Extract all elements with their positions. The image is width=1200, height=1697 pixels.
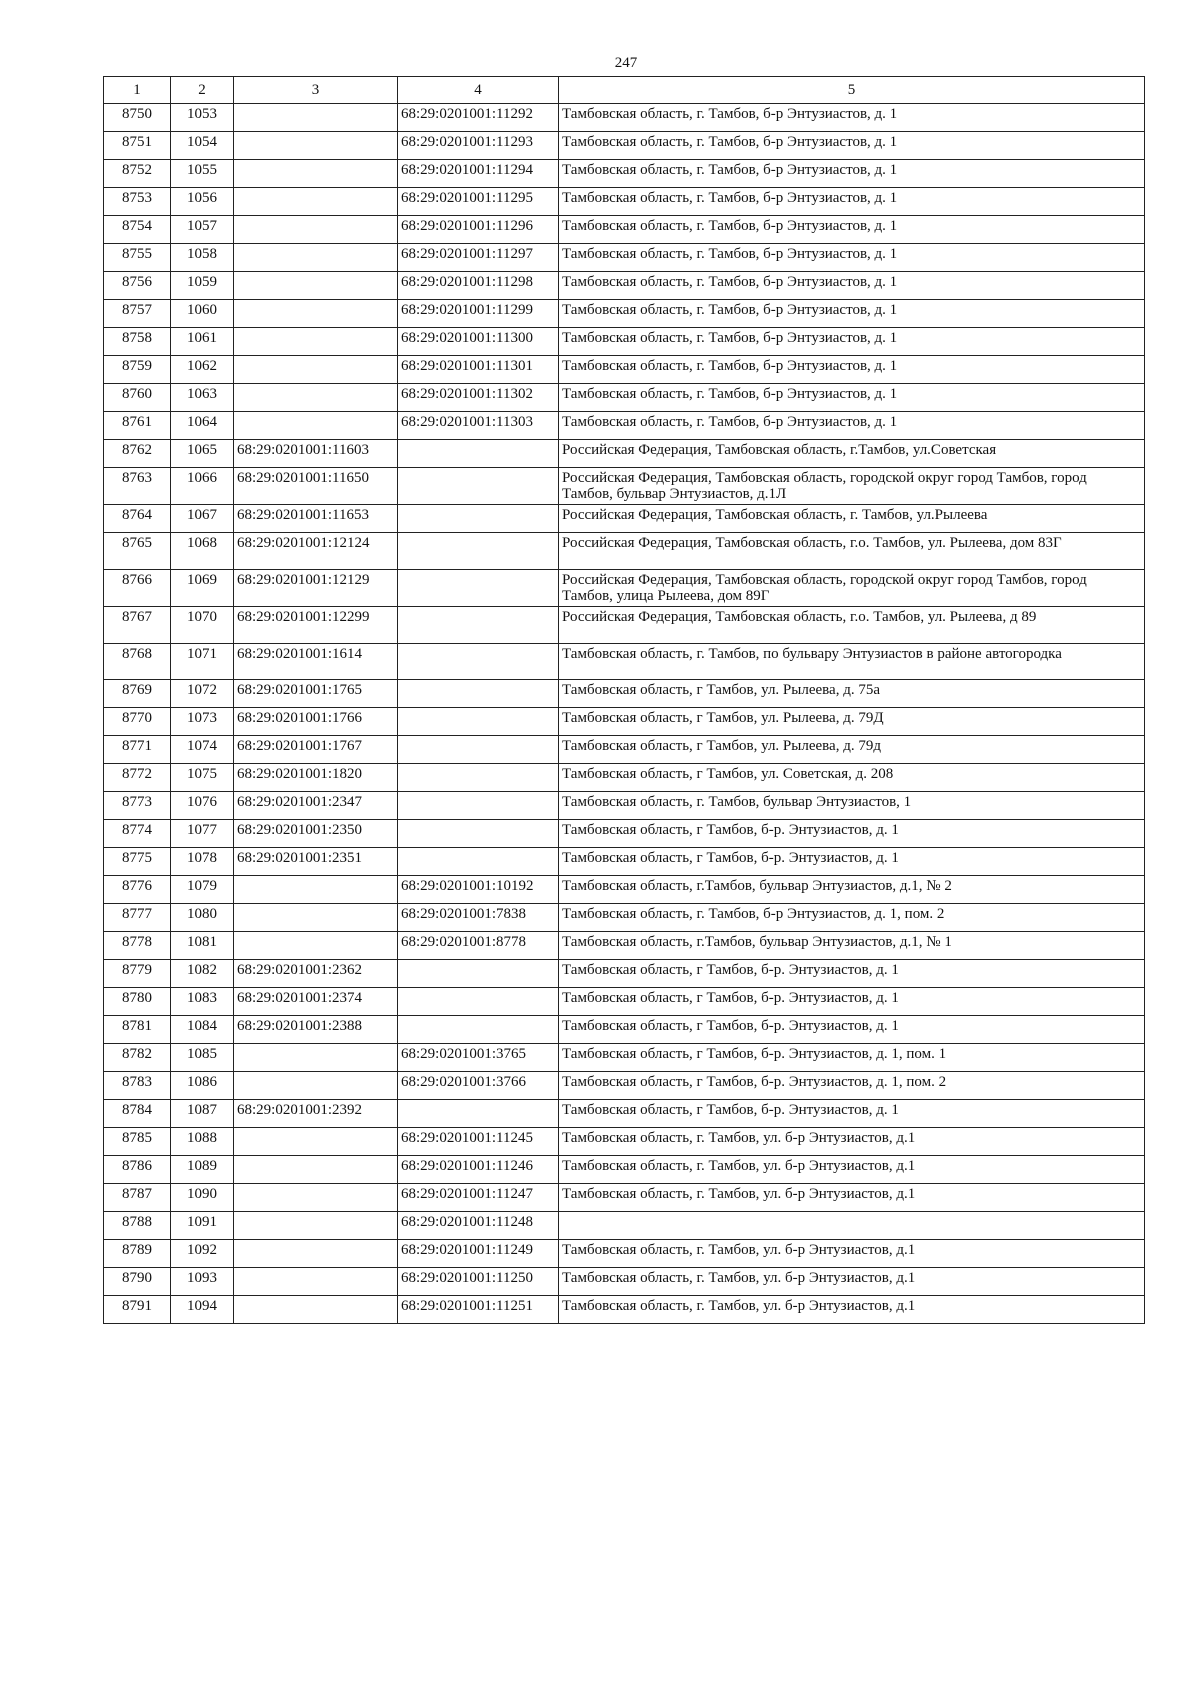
cell-address <box>559 1212 1145 1240</box>
cell-cadastral-number-col3: 68:29:0201001:1765 <box>234 680 398 708</box>
cell-cadastral-number-col3: 68:29:0201001:12124 <box>234 533 398 570</box>
table-row <box>104 1212 1145 1240</box>
cell-cadastral-number-col4 <box>398 505 559 533</box>
cell-row-number: 8791 <box>104 1296 171 1324</box>
cell-index: 1057 <box>171 216 234 244</box>
cell-address: Тамбовская область, г. Тамбов, бульвар Энтузиастов, 1 <box>559 792 1145 820</box>
column-header-1: 1 <box>104 77 171 104</box>
table-row <box>104 468 1145 505</box>
cell-address: Тамбовская область, г. Тамбов, б-р Энтузиастов, д. 1 <box>559 272 1145 300</box>
cell-address: Тамбовская область, г Тамбов, б-р. Энтузиастов, д. 1, пом. 2 <box>559 1072 1145 1100</box>
cell-address: Тамбовская область, г Тамбов, б-р. Энтузиастов, д. 1 <box>559 820 1145 848</box>
cell-row-number: 8761 <box>104 412 171 440</box>
cell-cadastral-number-col3 <box>234 300 398 328</box>
cell-row-number: 8788 <box>104 1212 171 1240</box>
cell-address: Российская Федерация, Тамбовская область, г.о. Тамбов, ул. Рылеева, д 89 <box>559 607 1145 644</box>
table-row <box>104 708 1145 736</box>
cell-row-number: 8786 <box>104 1156 171 1184</box>
table-row <box>104 932 1145 960</box>
table-row <box>104 876 1145 904</box>
cell-cadastral-number-col3: 68:29:0201001:1767 <box>234 736 398 764</box>
cell-row-number: 8790 <box>104 1268 171 1296</box>
cell-cadastral-number-col4: 68:29:0201001:11294 <box>398 160 559 188</box>
cell-address: Российская Федерация, Тамбовская область, г. Тамбов, ул.Рылеева <box>559 505 1145 533</box>
table-row <box>104 1044 1145 1072</box>
cell-index: 1069 <box>171 570 234 607</box>
table-row <box>104 607 1145 644</box>
cell-cadastral-number-col4 <box>398 644 559 680</box>
cell-row-number: 8753 <box>104 188 171 216</box>
cell-cadastral-number-col3: 68:29:0201001:2392 <box>234 1100 398 1128</box>
cell-cadastral-number-col4: 68:29:0201001:7838 <box>398 904 559 932</box>
cell-address: Тамбовская область, г. Тамбов, б-р Энтузиастов, д. 1 <box>559 384 1145 412</box>
cell-cadastral-number-col4: 68:29:0201001:11292 <box>398 104 559 132</box>
cell-address: Тамбовская область, г. Тамбов, ул. б-р Энтузиастов, д.1 <box>559 1296 1145 1324</box>
cell-row-number: 8756 <box>104 272 171 300</box>
cell-row-number: 8759 <box>104 356 171 384</box>
cell-address: Тамбовская область, г. Тамбов, б-р Энтузиастов, д. 1 <box>559 244 1145 272</box>
cell-address: Тамбовская область, г Тамбов, б-р. Энтузиастов, д. 1 <box>559 960 1145 988</box>
cell-address: Тамбовская область, г.Тамбов, бульвар Энтузиастов, д.1, № 2 <box>559 876 1145 904</box>
cell-index: 1061 <box>171 328 234 356</box>
cell-index: 1081 <box>171 932 234 960</box>
cell-cadastral-number-col3: 68:29:0201001:11653 <box>234 505 398 533</box>
cell-index: 1071 <box>171 644 234 680</box>
cell-index: 1077 <box>171 820 234 848</box>
cell-address: Тамбовская область, г Тамбов, ул. Советская, д. 208 <box>559 764 1145 792</box>
column-header-5: 5 <box>559 77 1145 104</box>
cell-row-number: 8762 <box>104 440 171 468</box>
table-row <box>104 328 1145 356</box>
cell-cadastral-number-col4 <box>398 792 559 820</box>
cell-address: Тамбовская область, г. Тамбов, б-р Энтузиастов, д. 1 <box>559 412 1145 440</box>
cell-index: 1073 <box>171 708 234 736</box>
cell-cadastral-number-col4: 68:29:0201001:8778 <box>398 932 559 960</box>
cell-index: 1083 <box>171 988 234 1016</box>
cell-cadastral-number-col4 <box>398 533 559 570</box>
cell-cadastral-number-col4: 68:29:0201001:11299 <box>398 300 559 328</box>
cell-row-number: 8779 <box>104 960 171 988</box>
cell-cadastral-number-col3 <box>234 1184 398 1212</box>
cell-address: Тамбовская область, г Тамбов, ул. Рылеева, д. 75а <box>559 680 1145 708</box>
cell-cadastral-number-col3: 68:29:0201001:12299 <box>234 607 398 644</box>
table-row <box>104 988 1145 1016</box>
table-row <box>104 1156 1145 1184</box>
cell-index: 1070 <box>171 607 234 644</box>
cell-index: 1067 <box>171 505 234 533</box>
cell-cadastral-number-col4: 68:29:0201001:11297 <box>398 244 559 272</box>
table-row <box>104 244 1145 272</box>
cell-row-number: 8783 <box>104 1072 171 1100</box>
cell-index: 1056 <box>171 188 234 216</box>
cell-cadastral-number-col4 <box>398 960 559 988</box>
cell-cadastral-number-col4 <box>398 736 559 764</box>
table-row <box>104 384 1145 412</box>
cell-row-number: 8789 <box>104 1240 171 1268</box>
cell-index: 1091 <box>171 1212 234 1240</box>
cell-cadastral-number-col4 <box>398 764 559 792</box>
table-row <box>104 188 1145 216</box>
cell-row-number: 8760 <box>104 384 171 412</box>
cell-address: Российская Федерация, Тамбовская область, г.о. Тамбов, ул. Рылеева, дом 83Г <box>559 533 1145 570</box>
cell-cadastral-number-col3 <box>234 1268 398 1296</box>
cell-address: Тамбовская область, г Тамбов, ул. Рылеева, д. 79Д <box>559 708 1145 736</box>
cell-row-number: 8763 <box>104 468 171 505</box>
cell-row-number: 8770 <box>104 708 171 736</box>
cell-address: Тамбовская область, г. Тамбов, б-р Энтузиастов, д. 1, пом. 2 <box>559 904 1145 932</box>
cell-row-number: 8757 <box>104 300 171 328</box>
table-row <box>104 1240 1145 1268</box>
cell-address: Российская Федерация, Тамбовская область, г.Тамбов, ул.Советская <box>559 440 1145 468</box>
cell-index: 1062 <box>171 356 234 384</box>
cell-cadastral-number-col3 <box>234 1240 398 1268</box>
cell-index: 1054 <box>171 132 234 160</box>
cell-cadastral-number-col3 <box>234 1128 398 1156</box>
cell-cadastral-number-col4 <box>398 440 559 468</box>
table-row <box>104 216 1145 244</box>
cell-row-number: 8750 <box>104 104 171 132</box>
cell-index: 1080 <box>171 904 234 932</box>
cell-cadastral-number-col3 <box>234 1156 398 1184</box>
table-row <box>104 160 1145 188</box>
cell-cadastral-number-col4 <box>398 1100 559 1128</box>
cell-index: 1078 <box>171 848 234 876</box>
cell-index: 1060 <box>171 300 234 328</box>
cell-index: 1058 <box>171 244 234 272</box>
table-row <box>104 764 1145 792</box>
cell-cadastral-number-col4: 68:29:0201001:11250 <box>398 1268 559 1296</box>
cell-address: Тамбовская область, г. Тамбов, б-р Энтузиастов, д. 1 <box>559 188 1145 216</box>
cell-cadastral-number-col4: 68:29:0201001:11296 <box>398 216 559 244</box>
cell-index: 1055 <box>171 160 234 188</box>
table-row <box>104 412 1145 440</box>
table-header <box>104 77 1145 104</box>
cell-row-number: 8772 <box>104 764 171 792</box>
cell-row-number: 8755 <box>104 244 171 272</box>
cell-cadastral-number-col4 <box>398 708 559 736</box>
cell-row-number: 8766 <box>104 570 171 607</box>
cell-row-number: 8754 <box>104 216 171 244</box>
cell-cadastral-number-col3: 68:29:0201001:2362 <box>234 960 398 988</box>
cell-row-number: 8767 <box>104 607 171 644</box>
cell-cadastral-number-col4 <box>398 607 559 644</box>
table-row <box>104 680 1145 708</box>
cell-index: 1068 <box>171 533 234 570</box>
cell-address: Тамбовская область, г. Тамбов, б-р Энтузиастов, д. 1 <box>559 132 1145 160</box>
cell-cadastral-number-col4: 68:29:0201001:11298 <box>398 272 559 300</box>
table-row <box>104 1128 1145 1156</box>
cell-address: Тамбовская область, г Тамбов, б-р. Энтузиастов, д. 1, пом. 1 <box>559 1044 1145 1072</box>
table-row <box>104 272 1145 300</box>
cell-cadastral-number-col3: 68:29:0201001:2388 <box>234 1016 398 1044</box>
registry-table <box>103 76 1145 1324</box>
cell-cadastral-number-col4 <box>398 988 559 1016</box>
cell-row-number: 8780 <box>104 988 171 1016</box>
page-number: 247 <box>614 55 638 71</box>
cell-cadastral-number-col3: 68:29:0201001:2351 <box>234 848 398 876</box>
table-row <box>104 440 1145 468</box>
cell-index: 1064 <box>171 412 234 440</box>
cell-index: 1079 <box>171 876 234 904</box>
cell-address: Тамбовская область, г. Тамбов, ул. б-р Энтузиастов, д.1 <box>559 1128 1145 1156</box>
table-row <box>104 1184 1145 1212</box>
cell-index: 1059 <box>171 272 234 300</box>
cell-cadastral-number-col3 <box>234 1072 398 1100</box>
cell-index: 1075 <box>171 764 234 792</box>
table-body <box>104 104 1145 1324</box>
cell-row-number: 8784 <box>104 1100 171 1128</box>
table-row <box>104 1296 1145 1324</box>
cell-index: 1072 <box>171 680 234 708</box>
cell-index: 1082 <box>171 960 234 988</box>
cell-cadastral-number-col4: 68:29:0201001:11245 <box>398 1128 559 1156</box>
cell-cadastral-number-col3 <box>234 1212 398 1240</box>
cell-row-number: 8777 <box>104 904 171 932</box>
column-header-2: 2 <box>171 77 234 104</box>
cell-row-number: 8764 <box>104 505 171 533</box>
cell-cadastral-number-col4: 68:29:0201001:11251 <box>398 1296 559 1324</box>
cell-row-number: 8758 <box>104 328 171 356</box>
cell-cadastral-number-col3: 68:29:0201001:1614 <box>234 644 398 680</box>
cell-cadastral-number-col4: 68:29:0201001:3765 <box>398 1044 559 1072</box>
table-row <box>104 792 1145 820</box>
header-row <box>104 77 1145 104</box>
cell-address: Тамбовская область, г. Тамбов, б-р Энтузиастов, д. 1 <box>559 160 1145 188</box>
table-row <box>104 104 1145 132</box>
cell-row-number: 8773 <box>104 792 171 820</box>
table-row <box>104 904 1145 932</box>
cell-cadastral-number-col3 <box>234 104 398 132</box>
cell-index: 1090 <box>171 1184 234 1212</box>
cell-cadastral-number-col3 <box>234 384 398 412</box>
cell-address: Тамбовская область, г.Тамбов, бульвар Энтузиастов, д.1, № 1 <box>559 932 1145 960</box>
cell-cadastral-number-col3 <box>234 160 398 188</box>
cell-index: 1065 <box>171 440 234 468</box>
table-row <box>104 736 1145 764</box>
cell-cadastral-number-col3 <box>234 1044 398 1072</box>
cell-address: Тамбовская область, г. Тамбов, по бульвару Энтузиастов в районе автогородка <box>559 644 1145 680</box>
cell-cadastral-number-col4: 68:29:0201001:11295 <box>398 188 559 216</box>
table-row <box>104 1100 1145 1128</box>
cell-address: Тамбовская область, г Тамбов, б-р. Энтузиастов, д. 1 <box>559 1100 1145 1128</box>
cell-cadastral-number-col3 <box>234 356 398 384</box>
column-header-3: 3 <box>234 77 398 104</box>
cell-row-number: 8776 <box>104 876 171 904</box>
cell-cadastral-number-col4: 68:29:0201001:10192 <box>398 876 559 904</box>
cell-index: 1089 <box>171 1156 234 1184</box>
cell-cadastral-number-col4: 68:29:0201001:11293 <box>398 132 559 160</box>
cell-cadastral-number-col4: 68:29:0201001:11247 <box>398 1184 559 1212</box>
table-row <box>104 505 1145 533</box>
cell-cadastral-number-col3: 68:29:0201001:11650 <box>234 468 398 505</box>
cell-index: 1074 <box>171 736 234 764</box>
cell-index: 1087 <box>171 1100 234 1128</box>
cell-cadastral-number-col4 <box>398 570 559 607</box>
cell-cadastral-number-col3 <box>234 216 398 244</box>
cell-cadastral-number-col3: 68:29:0201001:11603 <box>234 440 398 468</box>
cell-address: Тамбовская область, г. Тамбов, б-р Энтузиастов, д. 1 <box>559 216 1145 244</box>
cell-index: 1093 <box>171 1268 234 1296</box>
cell-cadastral-number-col3 <box>234 272 398 300</box>
cell-index: 1094 <box>171 1296 234 1324</box>
cell-cadastral-number-col3: 68:29:0201001:1766 <box>234 708 398 736</box>
cell-cadastral-number-col3 <box>234 904 398 932</box>
cell-cadastral-number-col3 <box>234 132 398 160</box>
cell-address: Тамбовская область, г. Тамбов, ул. б-р Энтузиастов, д.1 <box>559 1156 1145 1184</box>
cell-index: 1053 <box>171 104 234 132</box>
cell-address: Тамбовская область, г. Тамбов, ул. б-р Энтузиастов, д.1 <box>559 1240 1145 1268</box>
cell-address: Тамбовская область, г. Тамбов, ул. б-р Энтузиастов, д.1 <box>559 1184 1145 1212</box>
cell-row-number: 8785 <box>104 1128 171 1156</box>
cell-cadastral-number-col4 <box>398 468 559 505</box>
cell-cadastral-number-col3 <box>234 244 398 272</box>
cell-address: Российская Федерация, Тамбовская область, городской округ город Тамбов, город Тамбов, улица Рылеева, дом 89Г <box>559 570 1145 607</box>
cell-row-number: 8787 <box>104 1184 171 1212</box>
cell-cadastral-number-col4: 68:29:0201001:11248 <box>398 1212 559 1240</box>
cell-cadastral-number-col4 <box>398 848 559 876</box>
cell-cadastral-number-col4: 68:29:0201001:11246 <box>398 1156 559 1184</box>
cell-cadastral-number-col3 <box>234 188 398 216</box>
cell-cadastral-number-col3: 68:29:0201001:2350 <box>234 820 398 848</box>
cell-address: Тамбовская область, г Тамбов, ул. Рылеева, д. 79д <box>559 736 1145 764</box>
cell-address: Российская Федерация, Тамбовская область, городской округ город Тамбов, город Тамбов, бульвар Энтузиастов, д.1Л <box>559 468 1145 505</box>
cell-row-number: 8771 <box>104 736 171 764</box>
cell-cadastral-number-col4: 68:29:0201001:11301 <box>398 356 559 384</box>
cell-index: 1066 <box>171 468 234 505</box>
cell-row-number: 8778 <box>104 932 171 960</box>
cell-row-number: 8769 <box>104 680 171 708</box>
column-header-4: 4 <box>398 77 559 104</box>
cell-cadastral-number-col3 <box>234 412 398 440</box>
cell-index: 1086 <box>171 1072 234 1100</box>
cell-row-number: 8775 <box>104 848 171 876</box>
cell-cadastral-number-col4: 68:29:0201001:11302 <box>398 384 559 412</box>
cell-cadastral-number-col3 <box>234 876 398 904</box>
cell-row-number: 8751 <box>104 132 171 160</box>
cell-cadastral-number-col3: 68:29:0201001:2347 <box>234 792 398 820</box>
cell-row-number: 8765 <box>104 533 171 570</box>
cell-address: Тамбовская область, г. Тамбов, б-р Энтузиастов, д. 1 <box>559 328 1145 356</box>
cell-index: 1076 <box>171 792 234 820</box>
cell-index: 1085 <box>171 1044 234 1072</box>
cell-cadastral-number-col4 <box>398 820 559 848</box>
cell-cadastral-number-col4: 68:29:0201001:3766 <box>398 1072 559 1100</box>
cell-index: 1092 <box>171 1240 234 1268</box>
cell-cadastral-number-col4 <box>398 1016 559 1044</box>
table-row <box>104 300 1145 328</box>
cell-cadastral-number-col4 <box>398 680 559 708</box>
cell-address: Тамбовская область, г. Тамбов, б-р Энтузиастов, д. 1 <box>559 300 1145 328</box>
cell-cadastral-number-col3: 68:29:0201001:2374 <box>234 988 398 1016</box>
cell-row-number: 8752 <box>104 160 171 188</box>
cell-cadastral-number-col3 <box>234 328 398 356</box>
cell-cadastral-number-col3 <box>234 932 398 960</box>
cell-cadastral-number-col4: 68:29:0201001:11303 <box>398 412 559 440</box>
cell-address: Тамбовская область, г. Тамбов, б-р Энтузиастов, д. 1 <box>559 104 1145 132</box>
cell-row-number: 8781 <box>104 1016 171 1044</box>
cell-row-number: 8782 <box>104 1044 171 1072</box>
table-row <box>104 848 1145 876</box>
table-row <box>104 356 1145 384</box>
table-row <box>104 644 1145 680</box>
cell-address: Тамбовская область, г. Тамбов, б-р Энтузиастов, д. 1 <box>559 356 1145 384</box>
cell-address: Тамбовская область, г Тамбов, б-р. Энтузиастов, д. 1 <box>559 848 1145 876</box>
cell-index: 1084 <box>171 1016 234 1044</box>
table-row <box>104 1016 1145 1044</box>
table-row <box>104 1072 1145 1100</box>
table-row <box>104 533 1145 570</box>
cell-index: 1063 <box>171 384 234 412</box>
table-row <box>104 132 1145 160</box>
table-row <box>104 820 1145 848</box>
cell-cadastral-number-col4: 68:29:0201001:11249 <box>398 1240 559 1268</box>
cell-cadastral-number-col3 <box>234 1296 398 1324</box>
cell-address: Тамбовская область, г Тамбов, б-р. Энтузиастов, д. 1 <box>559 1016 1145 1044</box>
cell-address: Тамбовская область, г Тамбов, б-р. Энтузиастов, д. 1 <box>559 988 1145 1016</box>
table-row <box>104 1268 1145 1296</box>
cell-index: 1088 <box>171 1128 234 1156</box>
cell-row-number: 8768 <box>104 644 171 680</box>
table-row <box>104 570 1145 607</box>
cell-address: Тамбовская область, г. Тамбов, ул. б-р Энтузиастов, д.1 <box>559 1268 1145 1296</box>
cell-cadastral-number-col4: 68:29:0201001:11300 <box>398 328 559 356</box>
cell-row-number: 8774 <box>104 820 171 848</box>
cell-cadastral-number-col3: 68:29:0201001:12129 <box>234 570 398 607</box>
cell-cadastral-number-col3: 68:29:0201001:1820 <box>234 764 398 792</box>
table-row <box>104 960 1145 988</box>
